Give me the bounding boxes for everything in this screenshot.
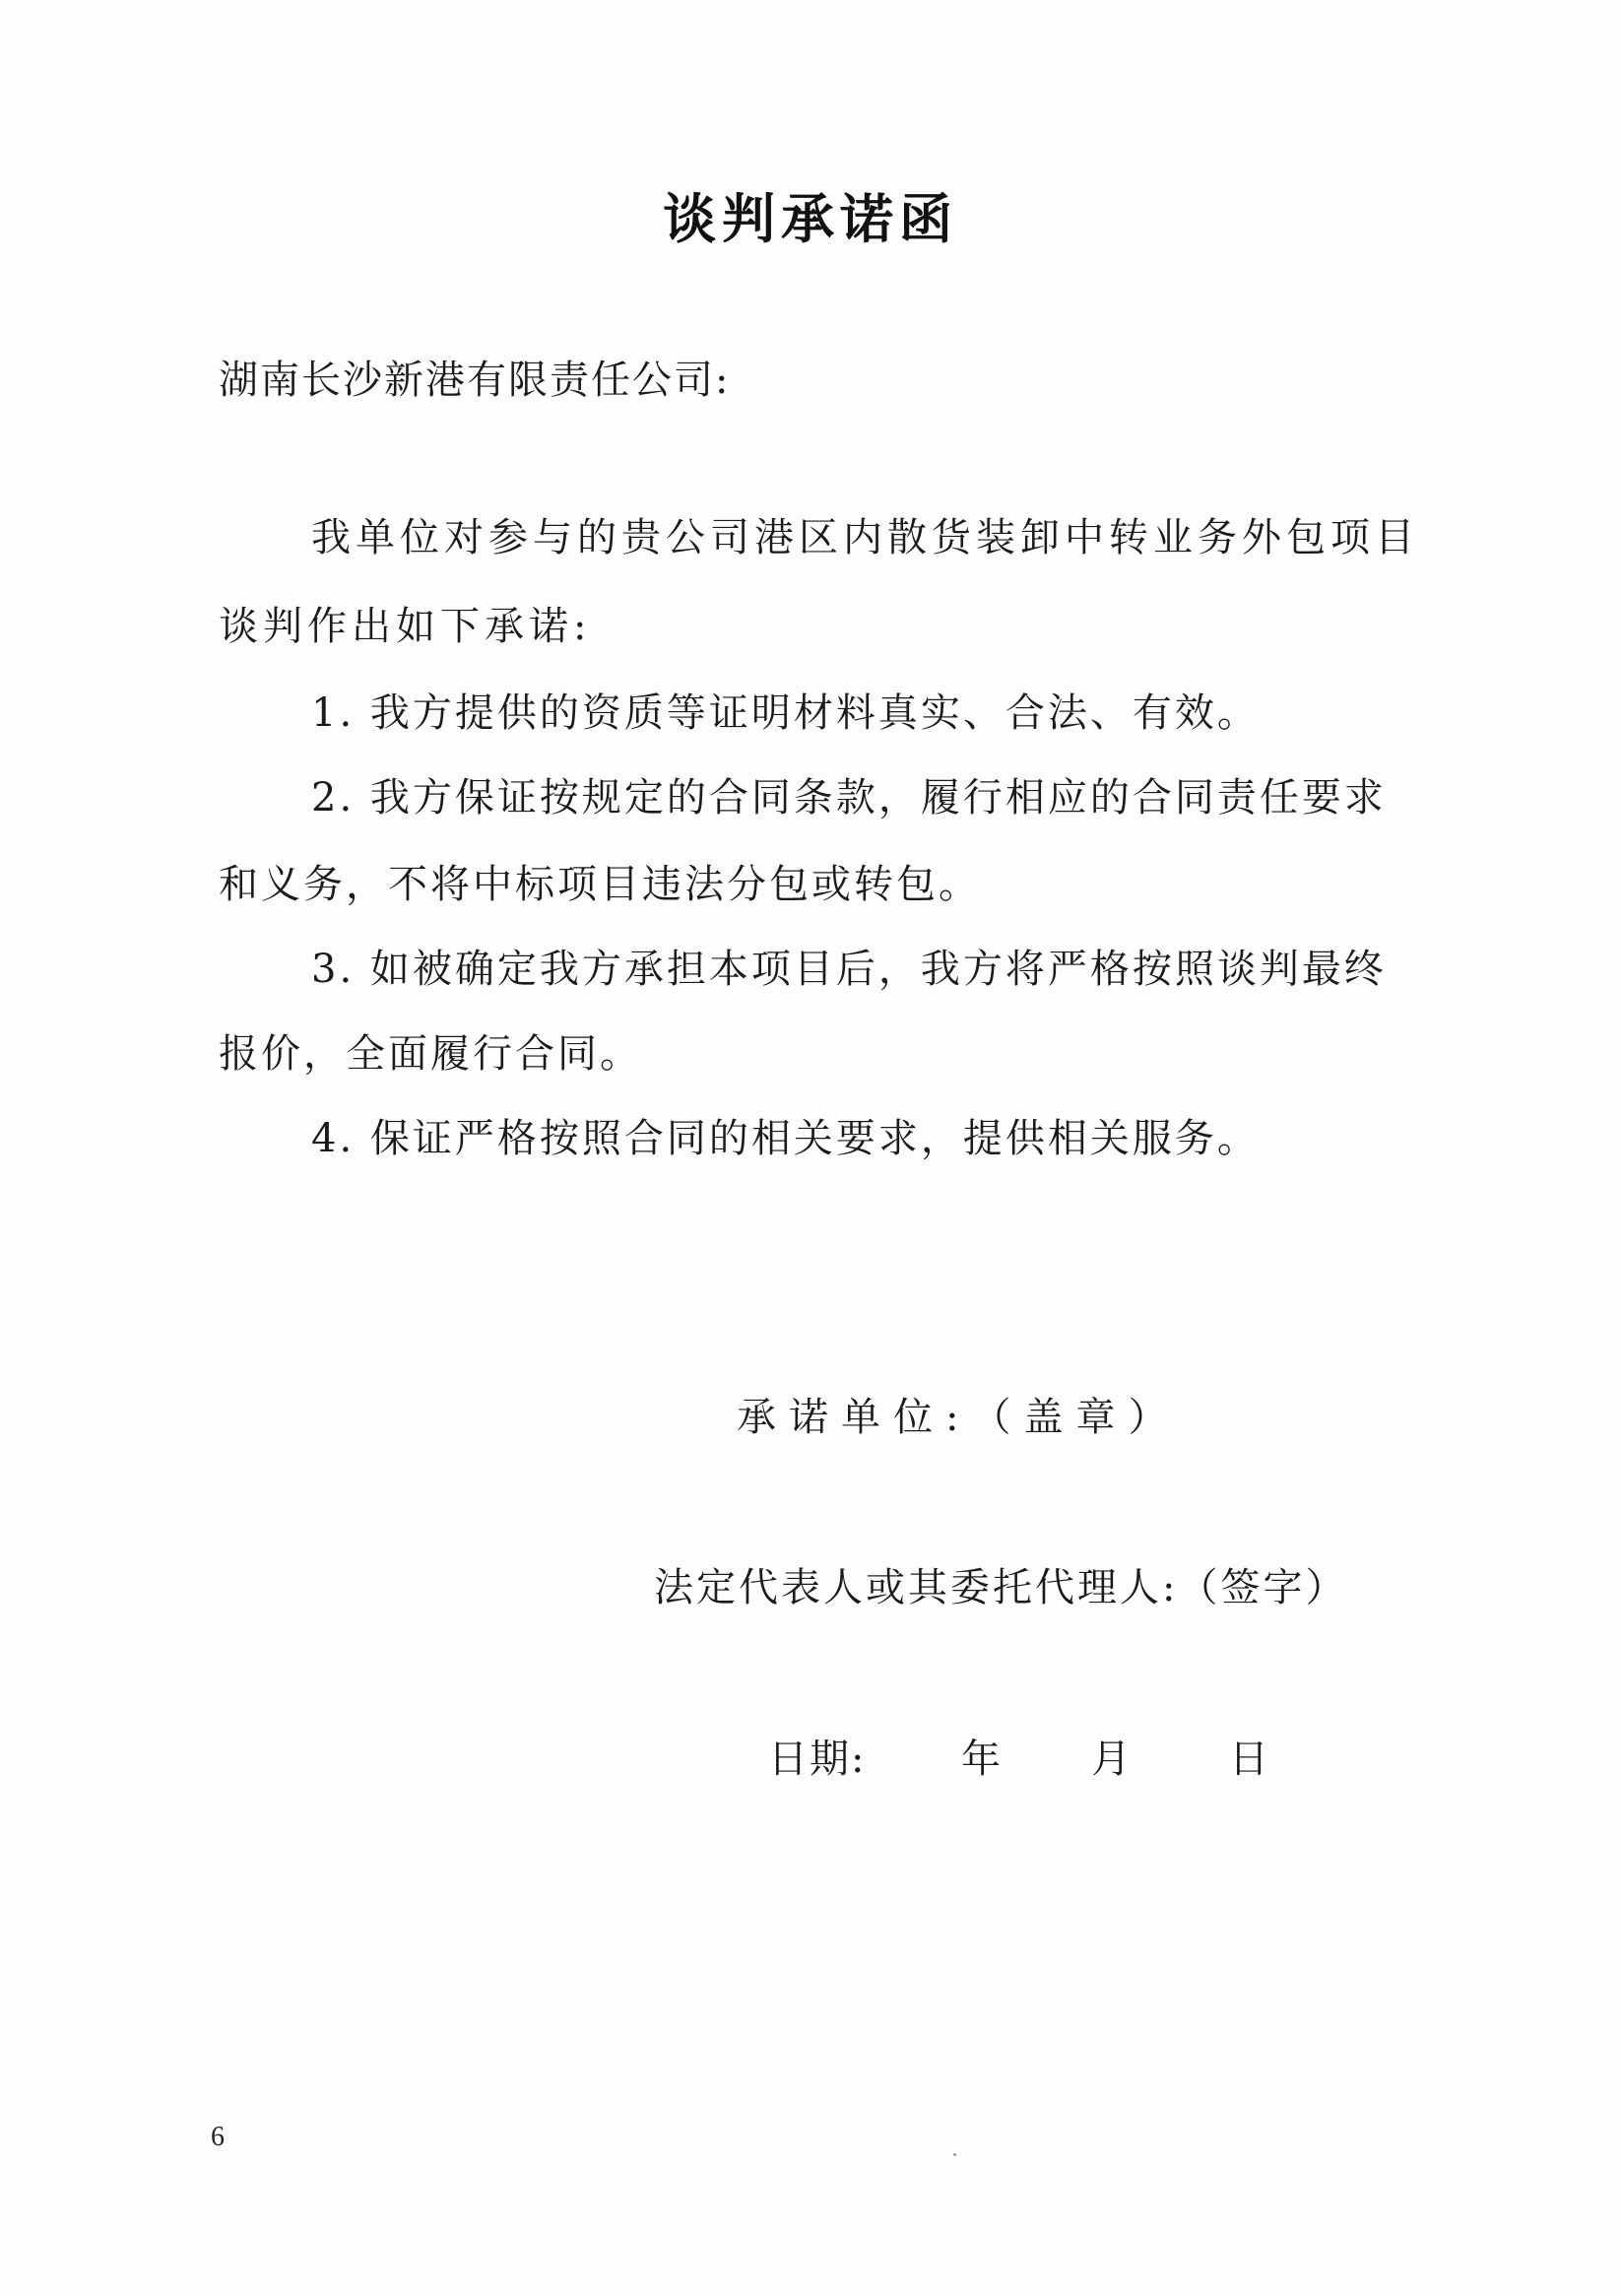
commitment-item-1: 1. 我方提供的资质等证明材料真实、合法、有效。 bbox=[311, 690, 1260, 736]
document-title: 谈判承诺函 bbox=[663, 188, 958, 250]
signature-date-row bbox=[768, 1736, 1280, 1783]
date-label: 日期: bbox=[768, 1737, 867, 1782]
commitment-item-2-line-2: 和义务，不将中标项目违法分包或转包。 bbox=[219, 862, 981, 907]
date-month-label: 月 bbox=[1091, 1737, 1131, 1782]
signature-representative-label: 法定代表人或其委托代理人:（签字） bbox=[654, 1565, 1348, 1610]
commitment-item-3-line-1: 3. 如被确定我方承担本项目后，我方将严格按照谈判最终 bbox=[311, 947, 1387, 992]
commitment-item-3-line-2: 报价，全面履行合同。 bbox=[219, 1031, 642, 1077]
date-year-label: 年 bbox=[961, 1737, 1001, 1782]
intro-paragraph-line-1: 我单位对参与的贵公司港区内散货装卸中转业务外包项目 bbox=[311, 515, 1419, 560]
date-day-label: 日 bbox=[1229, 1737, 1268, 1782]
intro-paragraph-line-2: 谈判作出如下承诺: bbox=[219, 604, 592, 649]
addressee: 湖南长沙新港有限责任公司: bbox=[219, 358, 731, 403]
signature-unit-label: 承诺单位:（盖章） bbox=[737, 1395, 1181, 1440]
commitment-item-2-line-1: 2. 我方保证按规定的合同条款，履行相应的合同责任要求 bbox=[311, 775, 1387, 820]
page-number: 6 bbox=[211, 2122, 225, 2152]
commitment-item-4: 4. 保证严格按照合同的相关要求，提供相关服务。 bbox=[311, 1116, 1260, 1161]
scan-speck bbox=[953, 2153, 956, 2156]
